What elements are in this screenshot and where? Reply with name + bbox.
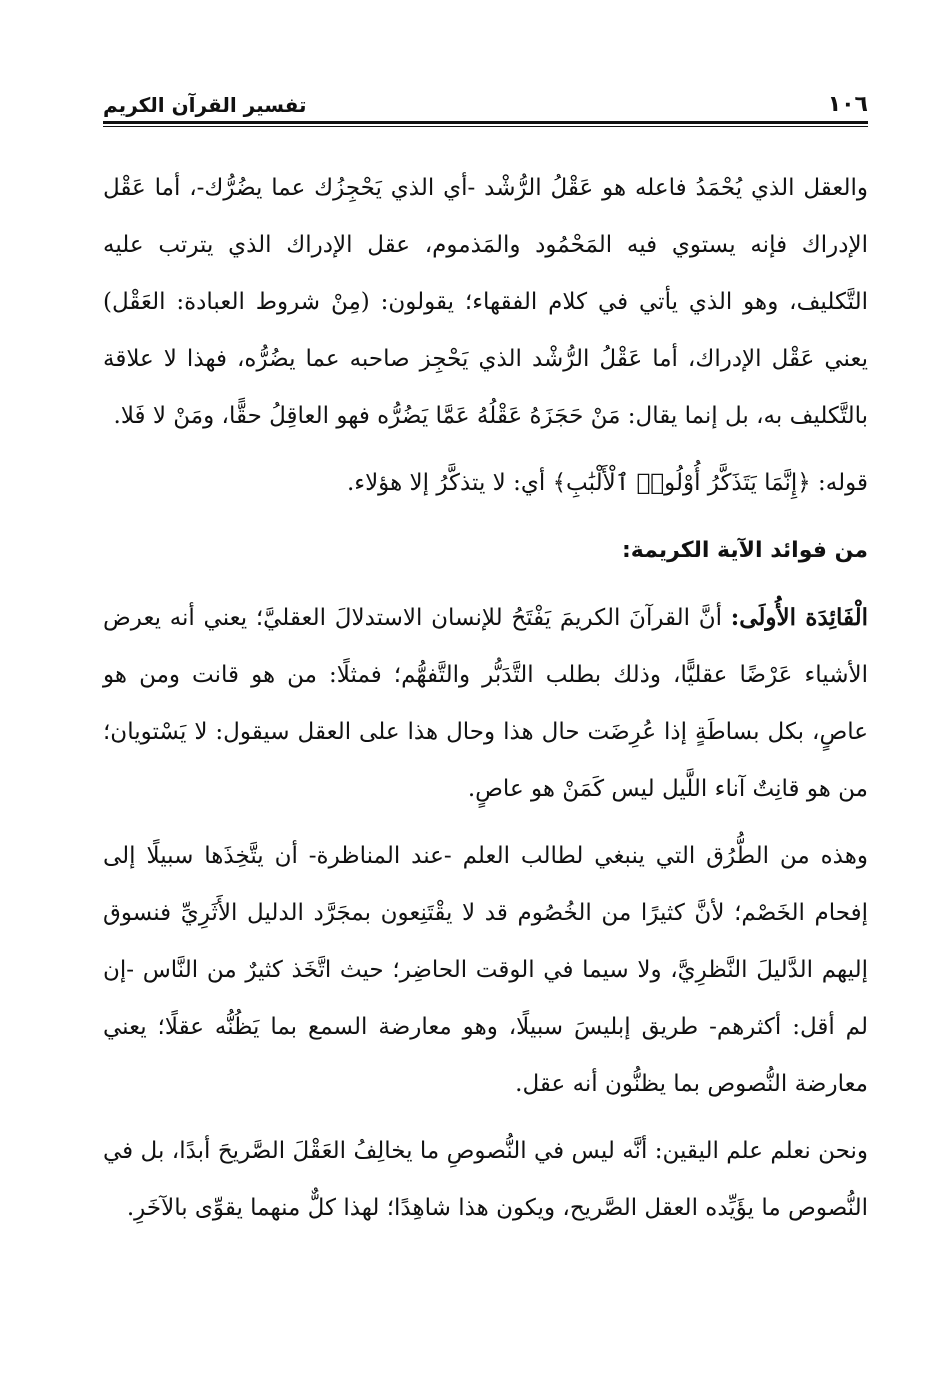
first-benefit-label: الْفَائِدَة الأُولَى:: [730, 604, 868, 631]
paragraph-reason-definition: والعقل الذي يُحْمَدُ فاعله هو عَقْلُ الرُّشْد -أي الذي يَحْجِزُك عما يضُرُّك-، أما عَقْل الإدراك فإنه يستوي فيه المَحْمُود والمَذموم، عقل الإدراك الذي يترتب عليه التَّكليف، وهو الذي يأتي في كلام الفقهاء؛ يقولون: (مِنْ شروط العبادة: العَقْل) يعني عَقْل الإدراك، أما عَقْلُ الرُّشْد الذي يَحْجِز صاحبه عما يضُرُّه، فهذا لا علاقة بالتَّكليف به، بل إنما يقال: مَنْ حَجَزَهُ عَقْلُهُ عَمَّا يَضُرُّه فهو العاقِلُ حقًّا، ومَنْ لا فَلا.: [103, 175, 868, 429]
running-title: تفسير القرآن الكريم: [103, 93, 307, 117]
page-header: [103, 88, 868, 128]
header-rule-thin: [103, 126, 868, 127]
first-benefit-text: أنَّ القرآنَ الكريمَ يَفْتَحُ للإنسان الاستدلالَ العقليَّ؛ يعني أنه يعرض الأشياء عَرْضًا عقليًّا، وذلك بطلب التَّدَبُّر والتَّفهُّم؛ فمثلًا: من هو قانت ومن هو عاصٍ، بكل بساطَةٍ إذا عُرِضَت حال هذا وحال هذا على العقل سيقول: لا يَسْتويان؛ من هو قانِتٌ آناء اللَّيل ليس كَمَنْ هو عاصٍ.: [103, 605, 868, 802]
paragraph-certainty: ونحن نعلم علم اليقين: أنَّه ليس في النُّصوصِ ما يخالِفُ العَقْلَ الصَّريحَ أبدًا، بل في النُّصوص ما يؤَيِّده العقل الصَّريح، ويكون هذا شاهِدًا؛ لهذا كلٌّ منهما يقوِّى بالآخَرِ.: [103, 1138, 868, 1221]
page-number: ١٠٦: [827, 92, 868, 117]
page-body: [103, 160, 868, 1237]
paragraph-first-benefit: [103, 589, 868, 818]
paragraph-debate-method: وهذه من الطُّرُق التي ينبغي لطالب العلم -عند المناظرة- أن يتَّخِذَها سبيلًا إلى إفحام الخَصْم؛ لأنَّ كثيرًا من الخُصُوم قد لا يقْتَنِعون بمجَرَّد الدليل الأَثَرِيِّ فنسوق إليهم الدَّليلَ النَّظرِيَّ، ولا سيما في الوقت الحاضِر؛ حيث اتَّخَذ كثيرٌ من النَّاس -إن لم أقل: أكثرهم- طريق إبليسَ سبيلًا، وهو معارضة السمع بما يَظُنُّه عقلًا؛ يعني معارضة النُّصوص بما يظنُّون أنه عقل.: [103, 843, 868, 1097]
section-heading: من فوائد الآية الكريمة:: [621, 538, 868, 563]
header-rule-thick: [103, 121, 868, 124]
paragraph-verse-explanation: قوله: ﴿إِنَّمَا يَتَذَكَّرُ أُوْلُوا۟ ٱلْأَلْبَٰبِ﴾ أي: لا يتذكَّرُ إلا هؤلاء.: [346, 470, 868, 496]
